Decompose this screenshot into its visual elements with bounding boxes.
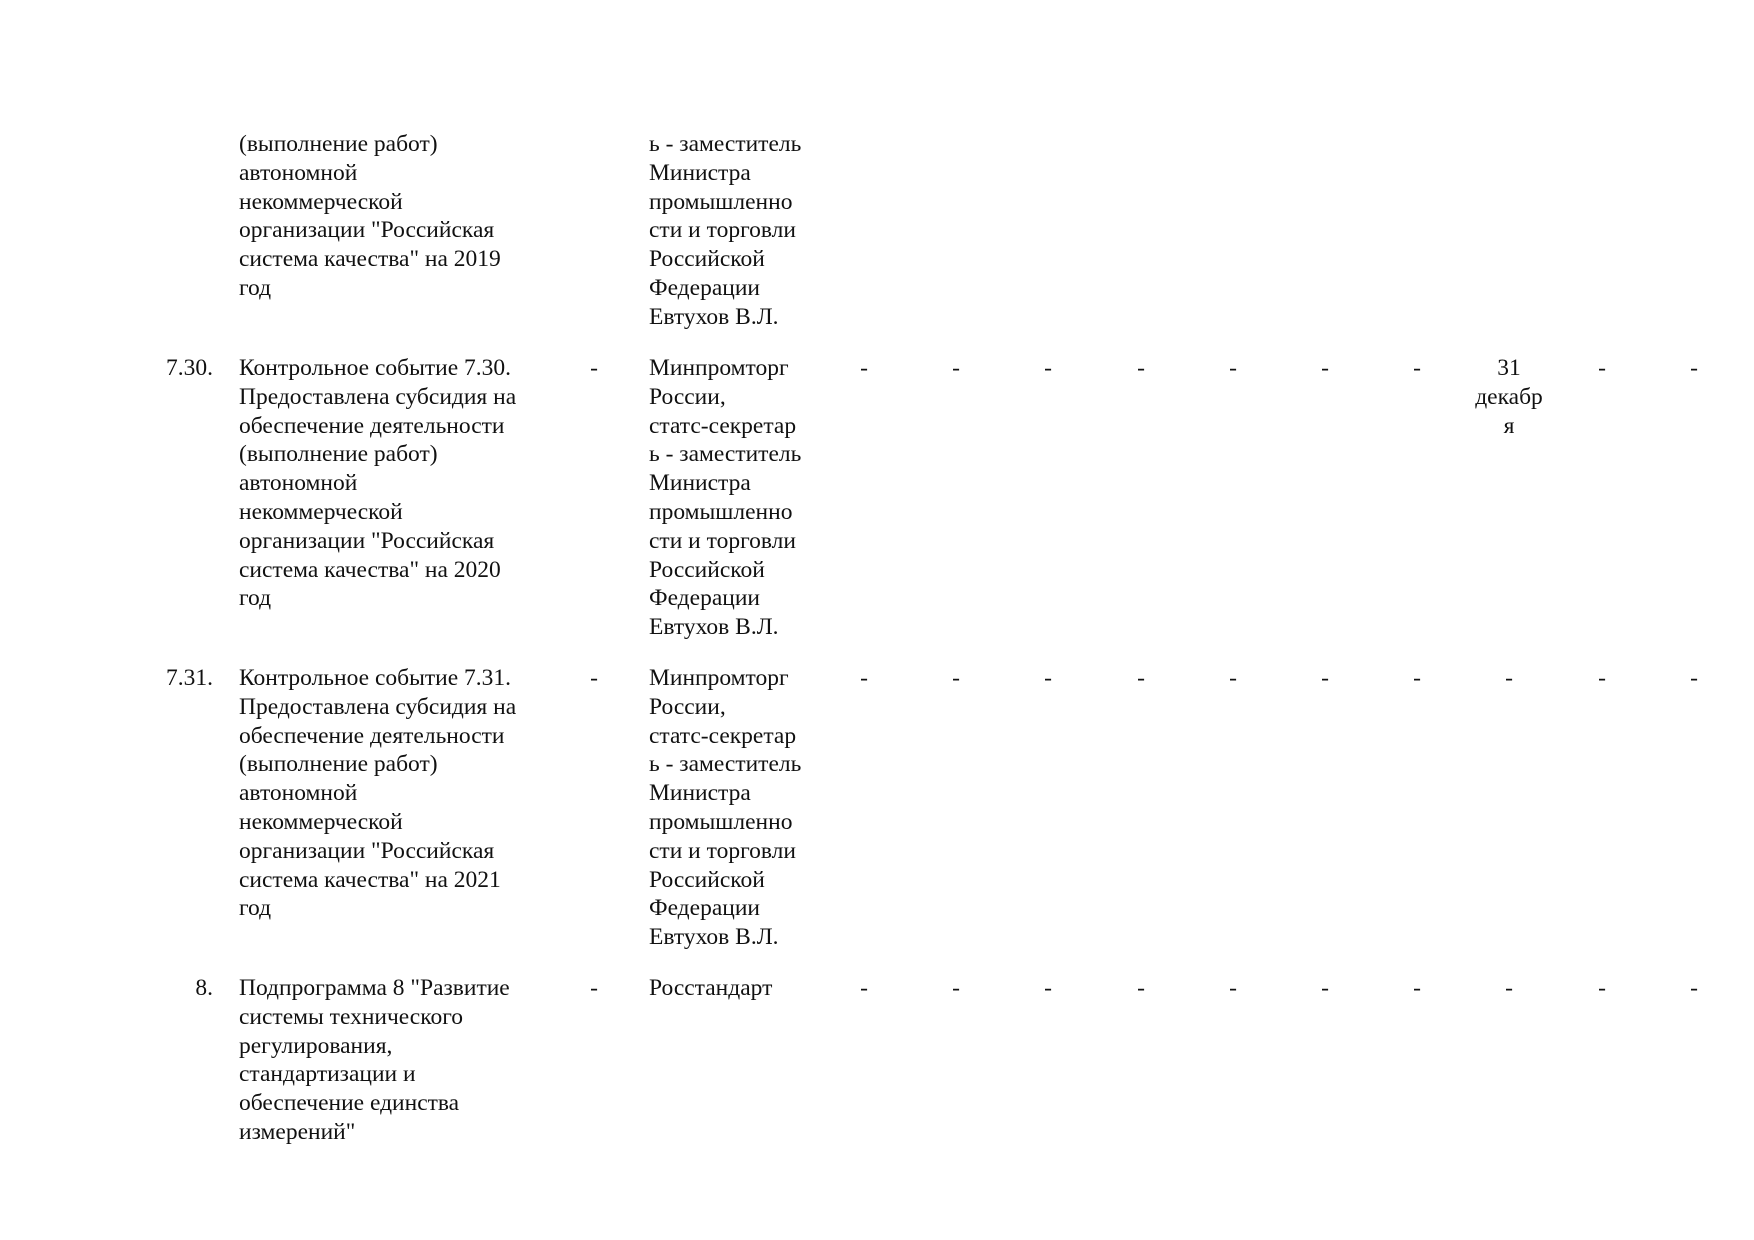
row-title: Контрольное событие 7.31. Предоставлена субсидия на обеспечение деятельности (выполнение работ) автономной некоммерческой организации "Российская система качества" на 2021 год	[239, 665, 517, 922]
row-cell: -	[1044, 665, 1052, 691]
row-cell: -	[1137, 665, 1145, 691]
row-cell: -	[860, 975, 868, 1001]
row-col3: -	[590, 355, 598, 381]
row-responsible: Минпромторг России, статс-секретар ь - заместитель Министра промышленно сти и торговли Российской Федерации Евтухов В.Л.	[649, 665, 802, 951]
row-cell: -	[1321, 975, 1329, 1001]
row-cell: -	[1137, 975, 1145, 1001]
row-cell: -	[1137, 355, 1145, 381]
row-cell-date: 31 декабр я	[1475, 355, 1543, 439]
row-cell: -	[952, 355, 960, 381]
row-cell: -	[952, 665, 960, 691]
row-cell: -	[1321, 355, 1329, 381]
row-number: 7.31.	[166, 665, 213, 691]
row-cell: -	[1044, 975, 1052, 1001]
row-responsible: Росстандарт	[649, 975, 773, 1001]
row-cell: -	[1044, 355, 1052, 381]
row-cell: -	[860, 355, 868, 381]
row-cell: -	[860, 665, 868, 691]
row-title: (выполнение работ) автономной некоммерческой организации "Российская система качества" на 2019 год	[239, 131, 501, 301]
row-cell: -	[1690, 355, 1698, 381]
row-cell: -	[1598, 665, 1606, 691]
row-cell: -	[1229, 665, 1237, 691]
row-cell: -	[952, 975, 960, 1001]
row-number: 8.	[195, 975, 213, 1001]
row-title: Подпрограмма 8 "Развитие системы технического регулирования, стандартизации и обеспечение единства измерений"	[239, 975, 510, 1145]
row-cell: -	[1229, 975, 1237, 1001]
row-col3: -	[590, 665, 598, 691]
row-responsible: Минпромторг России, статс-секретар ь - заместитель Министра промышленно сти и торговли Российской Федерации Евтухов В.Л.	[649, 355, 802, 641]
row-cell: -	[1229, 355, 1237, 381]
row-cell: -	[1598, 355, 1606, 381]
row-cell: -	[1690, 975, 1698, 1001]
row-responsible: ь - заместитель Министра промышленно сти и торговли Российской Федерации Евтухов В.Л.	[649, 131, 802, 330]
row-number: 7.30.	[166, 355, 213, 381]
row-cell: -	[1690, 665, 1698, 691]
row-cell: -	[1505, 665, 1513, 691]
row-cell: -	[1413, 665, 1421, 691]
row-cell: -	[1598, 975, 1606, 1001]
row-col3: -	[590, 975, 598, 1001]
row-title: Контрольное событие 7.30. Предоставлена субсидия на обеспечение деятельности (выполнение работ) автономной некоммерческой организации "Российская система качества" на 2020 год	[239, 355, 517, 612]
row-cell: -	[1413, 975, 1421, 1001]
row-cell: -	[1413, 355, 1421, 381]
row-cell: -	[1505, 975, 1513, 1001]
row-cell: -	[1321, 665, 1329, 691]
